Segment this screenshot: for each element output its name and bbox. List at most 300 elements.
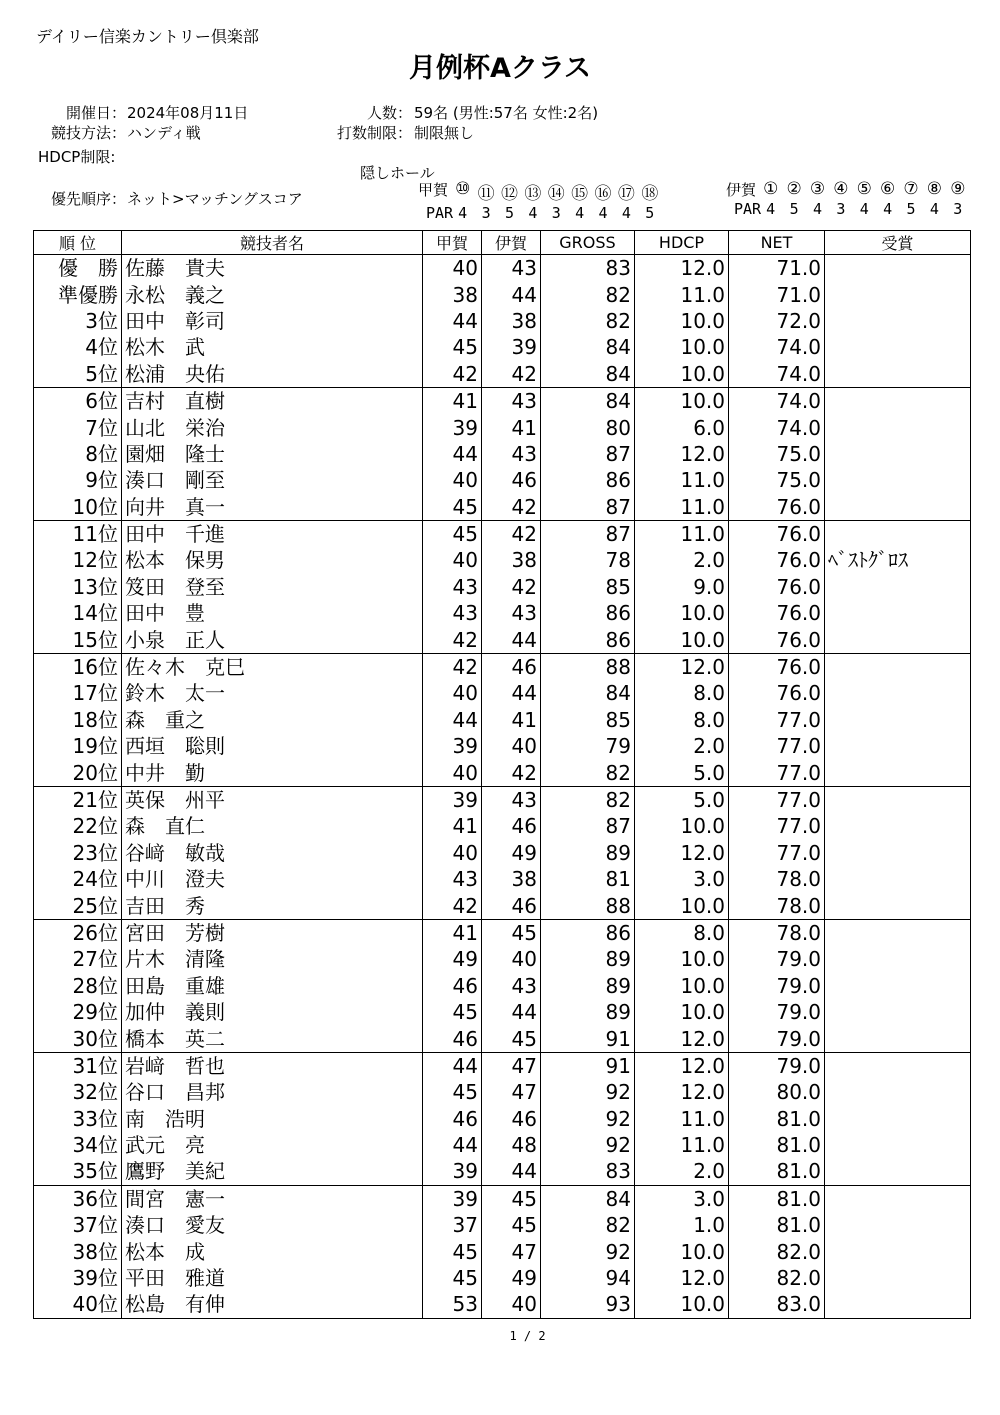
table-row	[34, 600, 971, 626]
hdcp-cell: 11.0	[635, 281, 729, 307]
rank-header: 順 位	[34, 231, 122, 255]
award-cell	[825, 653, 971, 680]
award-cell	[825, 1025, 971, 1052]
iga-score-cell: 42	[482, 520, 541, 547]
table-row	[34, 574, 971, 600]
iga-par-label: PAR	[734, 200, 762, 218]
iga-score-cell: 40	[482, 733, 541, 759]
award-header: 受賞	[825, 231, 971, 255]
rank-cell: 33位	[34, 1106, 122, 1132]
table-row	[34, 1185, 971, 1212]
award-cell	[825, 1052, 971, 1079]
hdcp-cell: 10.0	[635, 361, 729, 388]
iga-score-cell: 44	[482, 999, 541, 1025]
kouga-score-cell: 45	[423, 1265, 482, 1291]
award-cell	[825, 520, 971, 547]
award-cell	[825, 334, 971, 360]
net-score-cell: 82.0	[729, 1238, 825, 1264]
hdcp-cell: 10.0	[635, 946, 729, 972]
hdcp-cell: 3.0	[635, 1185, 729, 1212]
table-row	[34, 387, 971, 414]
rank-cell: 13位	[34, 574, 122, 600]
net-score-cell: 74.0	[729, 334, 825, 360]
kouga-course-name: 甲賀	[418, 181, 449, 199]
iga-header: 伊賀	[482, 231, 541, 255]
kouga-score-cell: 43	[423, 574, 482, 600]
iga-course-name: 伊賀	[726, 181, 757, 199]
kouga-hole-number: ⑬	[524, 184, 542, 204]
award-cell	[825, 786, 971, 813]
kouga-score-cell: 40	[423, 759, 482, 786]
table-row	[34, 334, 971, 360]
net-score-cell: 79.0	[729, 973, 825, 999]
gross-score-cell: 92	[541, 1132, 635, 1158]
rank-cell: 16位	[34, 653, 122, 680]
rank-cell: 20位	[34, 759, 122, 786]
hdcp-cell: 12.0	[635, 1052, 729, 1079]
iga-score-cell: 46	[482, 653, 541, 680]
iga-hole-number: ④	[833, 179, 849, 199]
table-row	[34, 919, 971, 946]
table-row	[34, 733, 971, 759]
award-cell	[825, 281, 971, 307]
kouga-score-cell: 40	[423, 467, 482, 493]
hdcp-cell: 10.0	[635, 334, 729, 360]
kouga-score-cell: 45	[423, 999, 482, 1025]
net-score-cell: 76.0	[729, 494, 825, 521]
gross-score-cell: 84	[541, 680, 635, 706]
iga-score-cell: 47	[482, 1052, 541, 1079]
table-row	[34, 1025, 971, 1052]
rank-cell: 25位	[34, 892, 122, 919]
rank-cell: 17位	[34, 680, 122, 706]
table-row	[34, 1079, 971, 1105]
net-score-cell: 76.0	[729, 574, 825, 600]
table-row	[34, 1291, 971, 1318]
iga-hole-number: ⑦	[903, 179, 919, 199]
award-cell	[825, 973, 971, 999]
gross-score-cell: 86	[541, 467, 635, 493]
rank-cell: 39位	[34, 1265, 122, 1291]
table-row	[34, 441, 971, 467]
table-row	[34, 1265, 971, 1291]
award-cell	[825, 441, 971, 467]
kouga-score-cell: 45	[423, 520, 482, 547]
iga-score-cell: 44	[482, 680, 541, 706]
iga-hole-number: ③	[809, 179, 826, 199]
net-score-cell: 71.0	[729, 281, 825, 307]
award-cell	[825, 759, 971, 786]
net-score-cell: 77.0	[729, 733, 825, 759]
player-name-cell: 森 重之	[122, 707, 423, 733]
iga-score-cell: 44	[482, 626, 541, 653]
people-label: 人数：	[366, 104, 412, 122]
net-score-cell: 82.0	[729, 1265, 825, 1291]
award-cell	[825, 707, 971, 733]
award-cell	[825, 813, 971, 839]
hdcp-cell: 12.0	[635, 840, 729, 866]
kouga-score-cell: 43	[423, 866, 482, 892]
table-row	[34, 973, 971, 999]
kouga-score-cell: 49	[423, 946, 482, 972]
table-row	[34, 467, 971, 493]
hdcp-cell: 11.0	[635, 1132, 729, 1158]
net-score-cell: 76.0	[729, 547, 825, 573]
gross-score-cell: 89	[541, 946, 635, 972]
player-name-cell: 佐々木 克巳	[122, 653, 423, 680]
kouga-score-cell: 46	[423, 1025, 482, 1052]
kouga-hole-number: ⑰	[617, 184, 635, 204]
hdcp-cell: 8.0	[635, 707, 729, 733]
hdcp-cell: 6.0	[635, 414, 729, 440]
iga-score-cell: 41	[482, 707, 541, 733]
player-name-cell: 佐藤 貴夫	[122, 255, 423, 282]
player-name-cell: 田中 豊	[122, 600, 423, 626]
award-cell	[825, 1158, 971, 1185]
player-name-cell: 吉村 直樹	[122, 387, 423, 414]
table-header-row	[34, 231, 971, 255]
limit-label: 打数制限：	[336, 124, 412, 142]
kouga-score-cell: 40	[423, 840, 482, 866]
iga-holes	[726, 179, 970, 218]
award-cell	[825, 733, 971, 759]
award-cell	[825, 600, 971, 626]
net-score-cell: 81.0	[729, 1185, 825, 1212]
gross-score-cell: 86	[541, 626, 635, 653]
rank-cell: 34位	[34, 1132, 122, 1158]
iga-hole-par: 4	[929, 200, 939, 218]
rank-cell: 優 勝	[34, 255, 122, 282]
kouga-score-cell: 42	[423, 361, 482, 388]
gross-score-cell: 92	[541, 1079, 635, 1105]
rank-cell: 26位	[34, 919, 122, 946]
iga-score-cell: 44	[482, 1158, 541, 1185]
rank-cell: 36位	[34, 1185, 122, 1212]
table-row	[34, 361, 971, 388]
kouga-score-cell: 41	[423, 919, 482, 946]
table-row	[34, 653, 971, 680]
kouga-hole-number: ⑩	[455, 179, 471, 199]
player-name-cell: 片木 清隆	[122, 946, 423, 972]
iga-score-cell: 40	[482, 946, 541, 972]
page-title: 月例杯Aクラス	[408, 53, 592, 84]
hdcp-cell: 11.0	[635, 520, 729, 547]
kouga-score-cell: 46	[423, 1106, 482, 1132]
net-score-cell: 76.0	[729, 680, 825, 706]
iga-score-cell: 43	[482, 387, 541, 414]
award-cell	[825, 866, 971, 892]
rank-cell: 31位	[34, 1052, 122, 1079]
iga-score-cell: 48	[482, 1132, 541, 1158]
iga-hole-par: 4	[883, 200, 893, 218]
hdcp-cell: 8.0	[635, 919, 729, 946]
player-name-cell: 湊口 剛至	[122, 467, 423, 493]
kouga-score-cell: 39	[423, 733, 482, 759]
award-cell	[825, 308, 971, 334]
gross-score-cell: 89	[541, 999, 635, 1025]
rank-cell: 5位	[34, 361, 122, 388]
hdcp-cell: 10.0	[635, 600, 729, 626]
player-name-cell: 吉田 秀	[122, 892, 423, 919]
award-cell	[825, 1106, 971, 1132]
iga-score-cell: 42	[482, 361, 541, 388]
net-score-cell: 76.0	[729, 653, 825, 680]
player-name-cell: 西垣 聡則	[122, 733, 423, 759]
kouga-hole-number: ⑯	[594, 184, 612, 204]
table-row	[34, 840, 971, 866]
rank-cell: 21位	[34, 786, 122, 813]
hdcp-cell: 5.0	[635, 786, 729, 813]
limit-value: 制限無し	[414, 124, 475, 142]
player-name-cell: 武元 亮	[122, 1132, 423, 1158]
hdcp-cell: 10.0	[635, 1291, 729, 1318]
kouga-score-cell: 37	[423, 1212, 482, 1238]
gross-score-cell: 86	[541, 919, 635, 946]
iga-score-cell: 40	[482, 1291, 541, 1318]
award-cell	[825, 1238, 971, 1264]
gross-score-cell: 84	[541, 1185, 635, 1212]
award-cell	[825, 361, 971, 388]
hdcp-cell: 12.0	[635, 1079, 729, 1105]
player-name-cell: 宮田 芳樹	[122, 919, 423, 946]
rank-cell: 15位	[34, 626, 122, 653]
net-score-cell: 74.0	[729, 387, 825, 414]
player-name-cell: 鷹野 美紀	[122, 1158, 423, 1185]
hidden-holes-label: 隠しホール	[360, 164, 435, 182]
hdcp-cell: 10.0	[635, 1238, 729, 1264]
player-name-cell: 山北 栄治	[122, 414, 423, 440]
iga-score-cell: 49	[482, 840, 541, 866]
player-name-cell: 岩﨑 哲也	[122, 1052, 423, 1079]
gross-score-cell: 92	[541, 1106, 635, 1132]
hdcp-cell: 9.0	[635, 574, 729, 600]
rank-cell: 14位	[34, 600, 122, 626]
gross-score-cell: 86	[541, 600, 635, 626]
kouga-hole-par: 3	[481, 204, 491, 222]
hdcp-cell: 2.0	[635, 733, 729, 759]
hdcp-cell: 2.0	[635, 547, 729, 573]
gross-score-cell: 91	[541, 1052, 635, 1079]
kouga-hole-number: ⑪	[477, 184, 495, 204]
hdcp-cell: 11.0	[635, 494, 729, 521]
rank-cell: 6位	[34, 387, 122, 414]
kouga-score-cell: 42	[423, 653, 482, 680]
award-cell: ﾍﾞｽﾄｸﾞﾛｽ	[825, 547, 971, 573]
iga-hole-par: 5	[789, 200, 799, 218]
net-score-cell: 77.0	[729, 813, 825, 839]
award-cell	[825, 892, 971, 919]
hdcp-cell: 12.0	[635, 1025, 729, 1052]
hdcp-cell: 12.0	[635, 653, 729, 680]
net-score-cell: 75.0	[729, 441, 825, 467]
iga-score-cell: 45	[482, 1212, 541, 1238]
iga-hole-par: 3	[953, 200, 963, 218]
priority-value: ネット>マッチングスコア	[127, 190, 303, 208]
award-cell	[825, 1291, 971, 1318]
kouga-score-cell: 38	[423, 281, 482, 307]
rank-cell: 22位	[34, 813, 122, 839]
net-header: NET	[729, 231, 825, 255]
gross-score-cell: 91	[541, 1025, 635, 1052]
award-cell	[825, 680, 971, 706]
player-name-cell: 向井 真一	[122, 494, 423, 521]
kouga-score-cell: 42	[423, 892, 482, 919]
kouga-score-cell: 44	[423, 1052, 482, 1079]
table-row	[34, 281, 971, 307]
table-row	[34, 308, 971, 334]
hdcp-cell: 5.0	[635, 759, 729, 786]
hdcp-cell: 10.0	[635, 387, 729, 414]
hdcp-cell: 10.0	[635, 308, 729, 334]
net-score-cell: 71.0	[729, 255, 825, 282]
iga-score-cell: 46	[482, 467, 541, 493]
table-row	[34, 813, 971, 839]
iga-hole-number: ⑧	[926, 179, 943, 199]
iga-score-cell: 44	[482, 281, 541, 307]
iga-score-cell: 43	[482, 786, 541, 813]
gross-score-cell: 79	[541, 733, 635, 759]
player-name-cell: 英保 州平	[122, 786, 423, 813]
net-score-cell: 79.0	[729, 1025, 825, 1052]
gross-score-cell: 82	[541, 308, 635, 334]
hdcp-cell: 3.0	[635, 866, 729, 892]
iga-score-cell: 39	[482, 334, 541, 360]
kouga-score-cell: 42	[423, 626, 482, 653]
hdcp-cell: 12.0	[635, 1265, 729, 1291]
net-score-cell: 74.0	[729, 414, 825, 440]
rank-cell: 準優勝	[34, 281, 122, 307]
net-score-cell: 81.0	[729, 1106, 825, 1132]
rank-cell: 12位	[34, 547, 122, 573]
iga-score-cell: 46	[482, 813, 541, 839]
player-name-cell: 田島 重雄	[122, 973, 423, 999]
kouga-header: 甲賀	[423, 231, 482, 255]
player-name-cell: 松島 有伸	[122, 1291, 423, 1318]
rank-cell: 8位	[34, 441, 122, 467]
gross-score-cell: 93	[541, 1291, 635, 1318]
kouga-score-cell: 41	[423, 813, 482, 839]
kouga-score-cell: 43	[423, 600, 482, 626]
table-row	[34, 520, 971, 547]
net-score-cell: 77.0	[729, 840, 825, 866]
kouga-score-cell: 45	[423, 1079, 482, 1105]
award-cell	[825, 494, 971, 521]
kouga-score-cell: 40	[423, 547, 482, 573]
rank-cell: 7位	[34, 414, 122, 440]
iga-hole-par: 5	[906, 200, 916, 218]
iga-score-cell: 47	[482, 1238, 541, 1264]
results-table	[33, 230, 971, 1319]
date-value: 2024年08月11日	[127, 104, 249, 122]
kouga-score-cell: 44	[423, 308, 482, 334]
kouga-score-cell: 53	[423, 1291, 482, 1318]
player-name-cell: 松本 保男	[122, 547, 423, 573]
gross-score-cell: 82	[541, 281, 635, 307]
net-score-cell: 78.0	[729, 892, 825, 919]
player-name-cell: 湊口 愛友	[122, 1212, 423, 1238]
gross-score-cell: 89	[541, 973, 635, 999]
player-name-cell: 永松 義之	[122, 281, 423, 307]
kouga-holes	[418, 179, 662, 222]
award-cell	[825, 626, 971, 653]
gross-score-cell: 80	[541, 414, 635, 440]
table-row	[34, 1212, 971, 1238]
net-score-cell: 80.0	[729, 1079, 825, 1105]
people-value: 59名 (男性:57名 女性:2名)	[414, 104, 599, 122]
iga-hole-number: ②	[786, 179, 802, 199]
net-score-cell: 76.0	[729, 600, 825, 626]
gross-score-cell: 89	[541, 840, 635, 866]
player-name-cell: 平田 雅道	[122, 1265, 423, 1291]
gross-score-cell: 85	[541, 707, 635, 733]
gross-score-cell: 87	[541, 441, 635, 467]
hdcp-cell: 11.0	[635, 467, 729, 493]
rank-cell: 10位	[34, 494, 122, 521]
rank-cell: 3位	[34, 308, 122, 334]
gross-score-cell: 94	[541, 1265, 635, 1291]
iga-score-cell: 42	[482, 759, 541, 786]
table-row	[34, 1158, 971, 1185]
rank-cell: 11位	[34, 520, 122, 547]
kouga-par-label: PAR	[426, 204, 454, 222]
net-score-cell: 81.0	[729, 1158, 825, 1185]
kouga-hole-par: 5	[645, 204, 655, 222]
award-cell	[825, 840, 971, 866]
net-score-cell: 81.0	[729, 1132, 825, 1158]
gross-score-cell: 81	[541, 866, 635, 892]
rank-cell: 18位	[34, 707, 122, 733]
hdcp-cell: 11.0	[635, 1106, 729, 1132]
net-score-cell: 83.0	[729, 1291, 825, 1318]
player-name-cell: 松浦 央佑	[122, 361, 423, 388]
gross-score-cell: 87	[541, 813, 635, 839]
hdcp-cell: 12.0	[635, 255, 729, 282]
award-cell	[825, 1185, 971, 1212]
player-name-cell: 田中 千進	[122, 520, 423, 547]
award-cell	[825, 1212, 971, 1238]
hdcp-cell: 2.0	[635, 1158, 729, 1185]
rank-cell: 19位	[34, 733, 122, 759]
award-cell	[825, 387, 971, 414]
award-cell	[825, 414, 971, 440]
award-cell	[825, 1132, 971, 1158]
player-name-cell: 橋本 英二	[122, 1025, 423, 1052]
iga-score-cell: 41	[482, 414, 541, 440]
gross-score-cell: 78	[541, 547, 635, 573]
kouga-score-cell: 46	[423, 973, 482, 999]
player-name-cell: 中井 勤	[122, 759, 423, 786]
hdcp-cell: 1.0	[635, 1212, 729, 1238]
kouga-score-cell: 41	[423, 387, 482, 414]
gross-score-cell: 88	[541, 653, 635, 680]
player-name-cell: 笈田 登至	[122, 574, 423, 600]
kouga-score-cell: 45	[423, 334, 482, 360]
kouga-score-cell: 39	[423, 414, 482, 440]
net-score-cell: 78.0	[729, 919, 825, 946]
gross-score-cell: 83	[541, 1158, 635, 1185]
net-score-cell: 78.0	[729, 866, 825, 892]
kouga-hole-par: 4	[621, 204, 631, 222]
kouga-hole-par: 3	[551, 204, 561, 222]
rank-cell: 29位	[34, 999, 122, 1025]
hdcp-limit-label: HDCP制限:	[38, 148, 116, 166]
kouga-hole-par: 4	[458, 204, 468, 222]
hdcp-cell: 10.0	[635, 813, 729, 839]
net-score-cell: 79.0	[729, 946, 825, 972]
method-label: 競技方法：	[50, 124, 126, 142]
table-row	[34, 759, 971, 786]
gross-score-cell: 87	[541, 520, 635, 547]
